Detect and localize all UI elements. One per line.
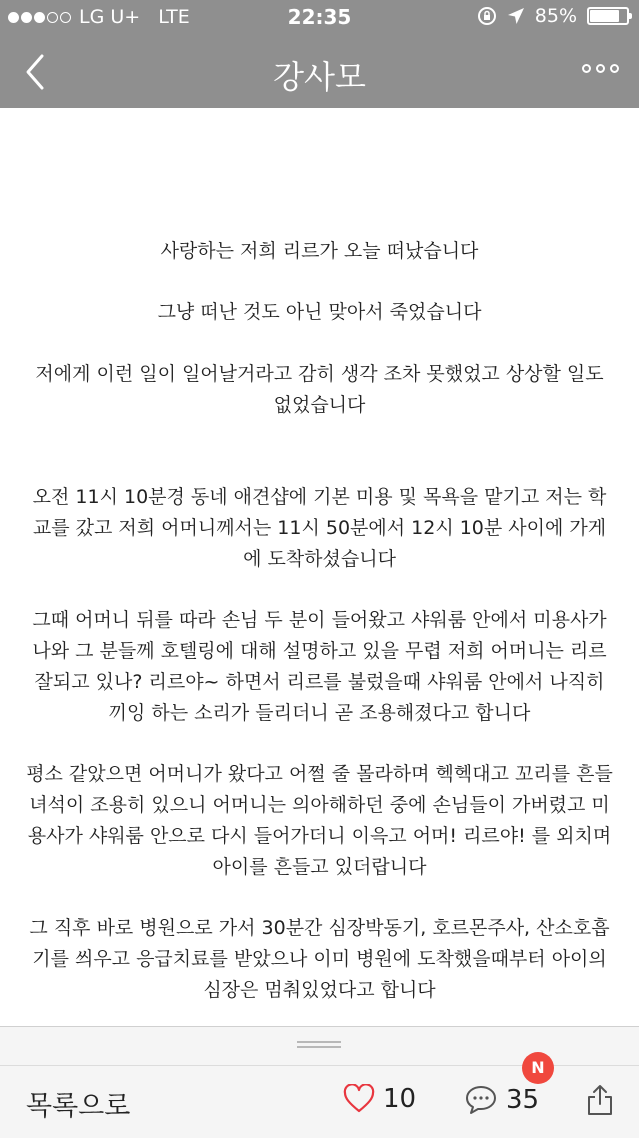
post-paragraph: 그 직후 바로 병원으로 가서 30분간 심장박동기, 호르몬주사, 산소호흡기를 씌우고 응급치료를 받았으나 이미 병원에 도착했을때부터 아이의 심장은 멈춰있었다고 합니다: [29, 917, 610, 1001]
post-content: [0, 108, 639, 1026]
carrier-label: LG U+: [79, 6, 141, 28]
location-icon: [507, 7, 525, 25]
more-dots-icon: [582, 64, 591, 73]
network-label: LTE: [158, 6, 190, 28]
share-icon: [586, 1084, 614, 1116]
share-button[interactable]: [586, 1084, 614, 1120]
heart-icon: [343, 1084, 375, 1114]
like-button[interactable]: [343, 1084, 416, 1114]
battery-icon: [587, 7, 629, 25]
post-paragraph: 평소 같았으면 어머니가 왔다고 어쩔 줄 몰라하며 헥헥대고 꼬리를 흔들 녀석이 조용히 있으니 어머니는 의아해하던 중에 손님들이 가버렸고 미용사가 샤워룸 안으로 다시 들어가더니 이윽고 어머! 리르야! 를 외치며 아이를 흔들고 있더랍니다: [26, 763, 613, 878]
new-comment-badge: N: [522, 1052, 554, 1084]
post-paragraph: 그때 어머니 뒤를 따라 손님 두 분이 들어왔고 샤워룸 안에서 미용사가 나와 그 분들께 호텔링에 대해 설명하고 있을 무렵 저희 어머니는 리르 잘되고 있나? 리르야~ 하면서 리르를 불렀을때 샤워룸 안에서 나직히 끼잉 하는 소리가 들리더니 곧 조용해졌다고 합니다: [32, 609, 607, 724]
back-to-list-button[interactable]: 목록으로: [26, 1091, 131, 1122]
post-paragraph: 저에게 이런 일이 일어날거라고 감히 생각 조차 못했었고 상상할 일도 없었습니다: [35, 363, 604, 416]
status-right: [477, 5, 629, 27]
comment-count: 35: [506, 1085, 540, 1115]
status-bar: [0, 0, 639, 36]
more-button[interactable]: [582, 64, 619, 73]
like-count: 10: [383, 1084, 417, 1114]
page-title: 강사모: [273, 58, 366, 96]
post-paragraph: 사랑하는 저희 리르가 오늘 떠났습니다: [160, 240, 479, 262]
comment-bubble-icon: [464, 1084, 498, 1116]
battery-percent: 85%: [534, 5, 577, 27]
drag-handle-icon[interactable]: [297, 1041, 341, 1048]
post-paragraph: 그냥 떠난 것도 아닌 맞아서 죽었습니다: [157, 301, 482, 323]
post-paragraph: 오전 11시 10분경 동네 애견샵에 기본 미용 및 목욕을 맡기고 저는 학교를 갔고 저희 어머니께서는 11시 50분에서 12시 10분 사이에 가게에 도착하셨습니다: [32, 486, 607, 570]
clock: 22:35: [287, 5, 352, 29]
comment-button[interactable]: [464, 1084, 539, 1116]
rotation-lock-icon: [477, 6, 497, 26]
nav-bar: [0, 36, 639, 108]
